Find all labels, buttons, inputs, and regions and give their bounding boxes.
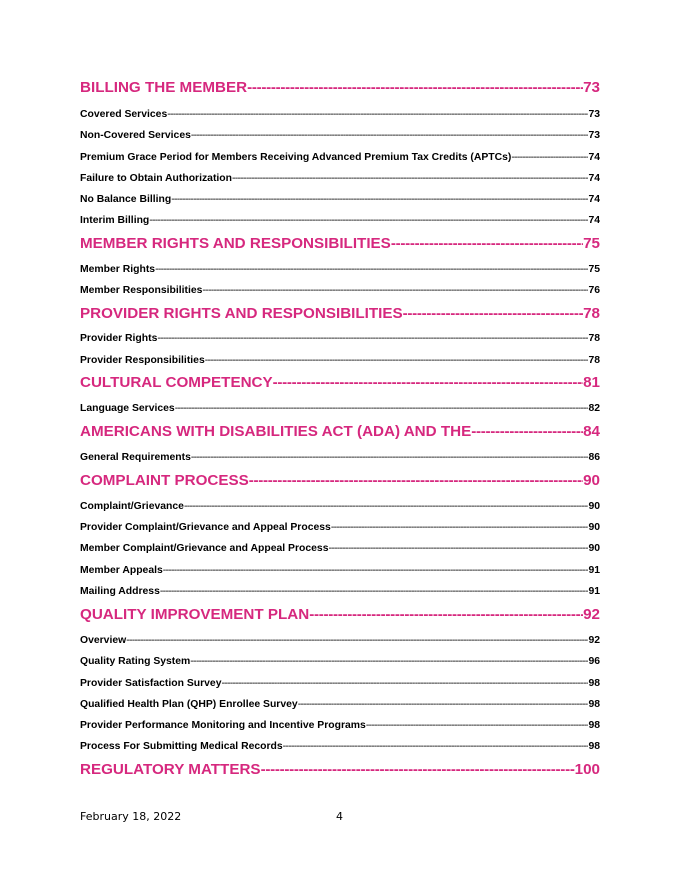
toc-dot-leader <box>221 676 588 692</box>
toc-entry[interactable] <box>80 584 600 600</box>
toc-entry-title: General Requirements <box>80 452 191 463</box>
toc-entry[interactable] <box>80 654 600 670</box>
toc-entry-page: 78 <box>588 355 600 366</box>
toc-entry[interactable] <box>80 401 600 417</box>
toc-entry[interactable] <box>80 283 600 299</box>
toc-entry-title: Member Complaint/Grievance and Appeal Process <box>80 543 329 554</box>
toc-dot-leader <box>329 541 589 557</box>
toc-dot-leader <box>471 421 583 443</box>
toc-entry-title: BILLING THE MEMBER <box>80 79 248 96</box>
toc-entry[interactable] <box>80 213 600 229</box>
toc-entry[interactable] <box>80 353 600 369</box>
toc-entry-title: Interim Billing <box>80 215 150 226</box>
toc-entry[interactable] <box>80 331 600 347</box>
toc-section-heading[interactable] <box>80 604 600 626</box>
toc-entry[interactable] <box>80 450 600 466</box>
toc-entry-title: AMERICANS WITH DISABILITIES ACT (ADA) AND THE <box>80 423 472 440</box>
toc-entry-page: 78 <box>588 333 600 344</box>
toc-entry[interactable] <box>80 633 600 649</box>
toc-entry-page: 98 <box>588 699 600 710</box>
toc-dot-leader <box>167 107 588 123</box>
toc-entry-title: Failure to Obtain Authorization <box>80 173 233 184</box>
toc-dot-leader <box>283 739 589 755</box>
toc-entry-page: 90 <box>588 501 600 512</box>
toc-dot-leader <box>247 77 583 99</box>
toc-entry-title: Member Rights <box>80 264 156 275</box>
toc-entry-title: Process For Submitting Medical Records <box>80 741 283 752</box>
toc-dot-leader <box>403 303 583 325</box>
toc-entry-title: Covered Services <box>80 109 168 120</box>
toc-entry-title: Language Services <box>80 403 175 414</box>
toc-entry[interactable] <box>80 171 600 187</box>
toc-section-heading[interactable] <box>80 421 600 443</box>
toc-entry[interactable] <box>80 541 600 557</box>
toc-dot-leader <box>191 128 589 144</box>
toc-entry[interactable] <box>80 499 600 515</box>
toc-dot-leader <box>160 584 589 600</box>
toc-entry-title: Mailing Address <box>80 586 160 597</box>
toc-entry-page: 96 <box>588 656 600 667</box>
toc-entry-page: 90 <box>583 472 600 489</box>
toc-entry[interactable] <box>80 128 600 144</box>
toc-dot-leader <box>184 499 589 515</box>
toc-section-heading[interactable] <box>80 77 600 99</box>
toc-entry-title: MEMBER RIGHTS AND RESPONSIBILITIES <box>80 235 391 252</box>
footer-page-number: 4 <box>336 810 343 823</box>
toc-entry-title: Provider Responsibilities <box>80 355 205 366</box>
footer-date: February 18, 2022 <box>80 810 182 823</box>
toc-entry-page: 78 <box>583 305 600 322</box>
toc-entry-title: Non-Covered Services <box>80 130 191 141</box>
toc-dot-leader <box>232 171 588 187</box>
toc-section-heading[interactable] <box>80 759 600 781</box>
toc-dot-leader <box>205 353 589 369</box>
toc-entry-page: 75 <box>588 264 600 275</box>
toc-entry[interactable] <box>80 563 600 579</box>
toc-entry-title: Member Appeals <box>80 565 163 576</box>
toc-entry-page: 76 <box>588 285 600 296</box>
toc-section-heading[interactable] <box>80 372 600 394</box>
toc-section-heading[interactable] <box>80 303 600 325</box>
toc-entry-page: 90 <box>588 522 600 533</box>
toc-dot-leader <box>175 401 589 417</box>
toc-entry-title: Complaint/Grievance <box>80 501 184 512</box>
toc-entry-page: 92 <box>583 606 600 623</box>
toc-entry-page: 73 <box>588 109 600 120</box>
toc-dot-leader <box>157 331 588 347</box>
toc-dot-leader <box>191 450 589 466</box>
toc-dot-leader <box>155 262 588 278</box>
toc-entry-page: 74 <box>588 194 600 205</box>
toc-entry-title: QUALITY IMPROVEMENT PLAN <box>80 606 310 623</box>
toc-entry-page: 91 <box>588 565 600 576</box>
toc-entry[interactable] <box>80 520 600 536</box>
toc-entry-title: Quality Rating System <box>80 656 191 667</box>
toc-section-heading[interactable] <box>80 470 600 492</box>
toc-entry[interactable] <box>80 107 600 123</box>
toc-entry-page: 86 <box>588 452 600 463</box>
toc-entry-title: Overview <box>80 635 127 646</box>
toc-entry-page: 91 <box>588 586 600 597</box>
toc-entry-title: Provider Satisfaction Survey <box>80 678 222 689</box>
toc-entry-page: 98 <box>588 720 600 731</box>
toc-entry-title: CULTURAL COMPETENCY <box>80 374 273 391</box>
toc-entry[interactable] <box>80 697 600 713</box>
toc-entry-page: 98 <box>588 741 600 752</box>
toc-entry-page: 74 <box>588 215 600 226</box>
toc-dot-leader <box>309 604 583 626</box>
toc-entry[interactable] <box>80 192 600 208</box>
toc-dot-leader <box>391 233 583 255</box>
toc-entry-title: REGULATORY MATTERS <box>80 761 261 778</box>
toc-entry-page: 98 <box>588 678 600 689</box>
toc-dot-leader <box>273 372 583 394</box>
toc-dot-leader <box>511 150 588 166</box>
toc-entry-title: Member Responsibilities <box>80 285 203 296</box>
toc-entry-page: 84 <box>583 423 600 440</box>
toc-dot-leader <box>261 759 575 781</box>
toc-entry[interactable] <box>80 150 600 166</box>
toc-dot-leader <box>249 470 583 492</box>
toc-entry-page: 73 <box>583 79 600 96</box>
toc-dot-leader <box>163 563 589 579</box>
toc-entry-title: Premium Grace Period for Members Receiving Advanced Premium Tax Credits (APTCs) <box>80 152 512 163</box>
toc-dot-leader <box>366 718 589 734</box>
toc-entry-title: Provider Rights <box>80 333 158 344</box>
toc-entry-page: 81 <box>583 374 600 391</box>
toc-dot-leader <box>126 633 588 649</box>
toc-section-heading[interactable] <box>80 233 600 255</box>
toc-entry-page: 74 <box>588 173 600 184</box>
toc-entry-title: No Balance Billing <box>80 194 172 205</box>
toc-entry-page: 74 <box>588 152 600 163</box>
toc-dot-leader <box>171 192 588 208</box>
toc-entry-title: Provider Performance Monitoring and Incentive Programs <box>80 720 366 731</box>
toc-entry-title: Qualified Health Plan (QHP) Enrollee Survey <box>80 699 298 710</box>
toc-entry-title: COMPLAINT PROCESS <box>80 472 249 489</box>
toc-entry-page: 82 <box>588 403 600 414</box>
toc-dot-leader <box>149 213 588 229</box>
toc-entry-page: 75 <box>583 235 600 252</box>
toc-entry-page: 92 <box>588 635 600 646</box>
toc-entry-page: 73 <box>588 130 600 141</box>
toc-entry-page: 100 <box>574 761 600 778</box>
toc-dot-leader <box>190 654 588 670</box>
toc-dot-leader <box>331 520 589 536</box>
toc-entry-title: Provider Complaint/Grievance and Appeal Process <box>80 522 331 533</box>
toc-entry[interactable] <box>80 718 600 734</box>
toc-entry-title: PROVIDER RIGHTS AND RESPONSIBILITIES <box>80 305 403 322</box>
toc-entry[interactable] <box>80 676 600 692</box>
toc-entry-page: 90 <box>588 543 600 554</box>
toc-dot-leader <box>298 697 589 713</box>
toc-entry[interactable] <box>80 739 600 755</box>
toc-dot-leader <box>202 283 588 299</box>
toc-entry[interactable] <box>80 262 600 278</box>
